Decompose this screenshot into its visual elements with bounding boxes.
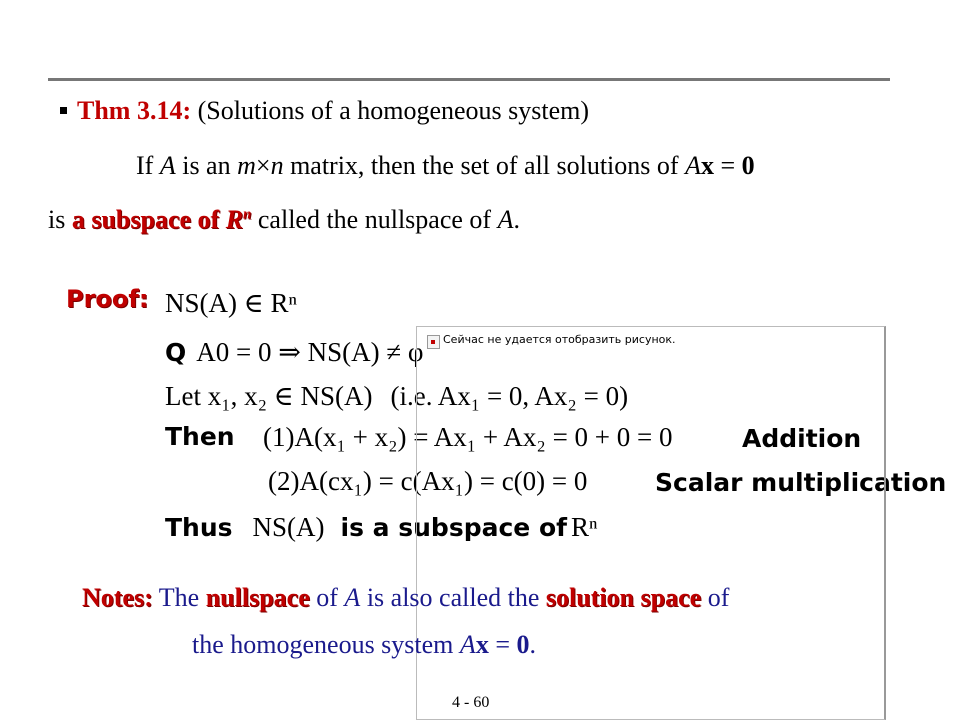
image-placeholder <box>416 326 886 720</box>
theorem-label: Thm 3.14: <box>77 96 192 125</box>
bullet-icon <box>60 107 67 114</box>
notes-line-1: Notes: The nullspace of A is also called the solution space of <box>82 583 730 612</box>
proof-line-3: Let x₁, x₂ ∈ NS(A) (i.e. Ax₁ = 0, Ax₂ = 0) <box>165 381 629 411</box>
theorem-title: (Solutions of a homogeneous system) <box>197 96 590 125</box>
notes-line-2: the homogeneous system Ax = 0. <box>192 630 536 659</box>
proof-addition-eq: (1)A(x₁ + x₂) = Ax₁ + Ax₂ = 0 + 0 = 0 <box>263 422 673 452</box>
theorem-line-1: If A is an m×n matrix, then the set of all solutions of Ax = 0 <box>136 151 755 180</box>
proof-scalar-eq: (2)A(cx₁) = c(Ax₁) = c(0) = 0 <box>268 466 588 496</box>
proof-line-4: Then <box>165 422 235 451</box>
title-rule <box>48 78 890 81</box>
proof-addition-tag: Addition <box>742 424 862 453</box>
proof-scalar-tag: Scalar multiplication <box>655 468 947 497</box>
proof-line-2: Q A0 = 0 ⇒ NS(A) ≠ φ <box>165 337 424 367</box>
theorem-line-2: is a subspace of $R^n$ called the nullspace of A. <box>48 205 520 234</box>
page-number: 4 - 60 <box>452 694 490 711</box>
proof-line-1: NS(A) ∈ Rⁿ <box>165 288 297 318</box>
proof-line-6: Thus NS(A) is a subspace of Rⁿ <box>165 512 598 542</box>
proof-label: Proof: <box>66 285 149 313</box>
theorem-heading <box>60 96 589 126</box>
broken-image-icon <box>427 335 440 349</box>
placeholder-text: Сейчас не удается отобразить рисунок. <box>443 333 676 346</box>
